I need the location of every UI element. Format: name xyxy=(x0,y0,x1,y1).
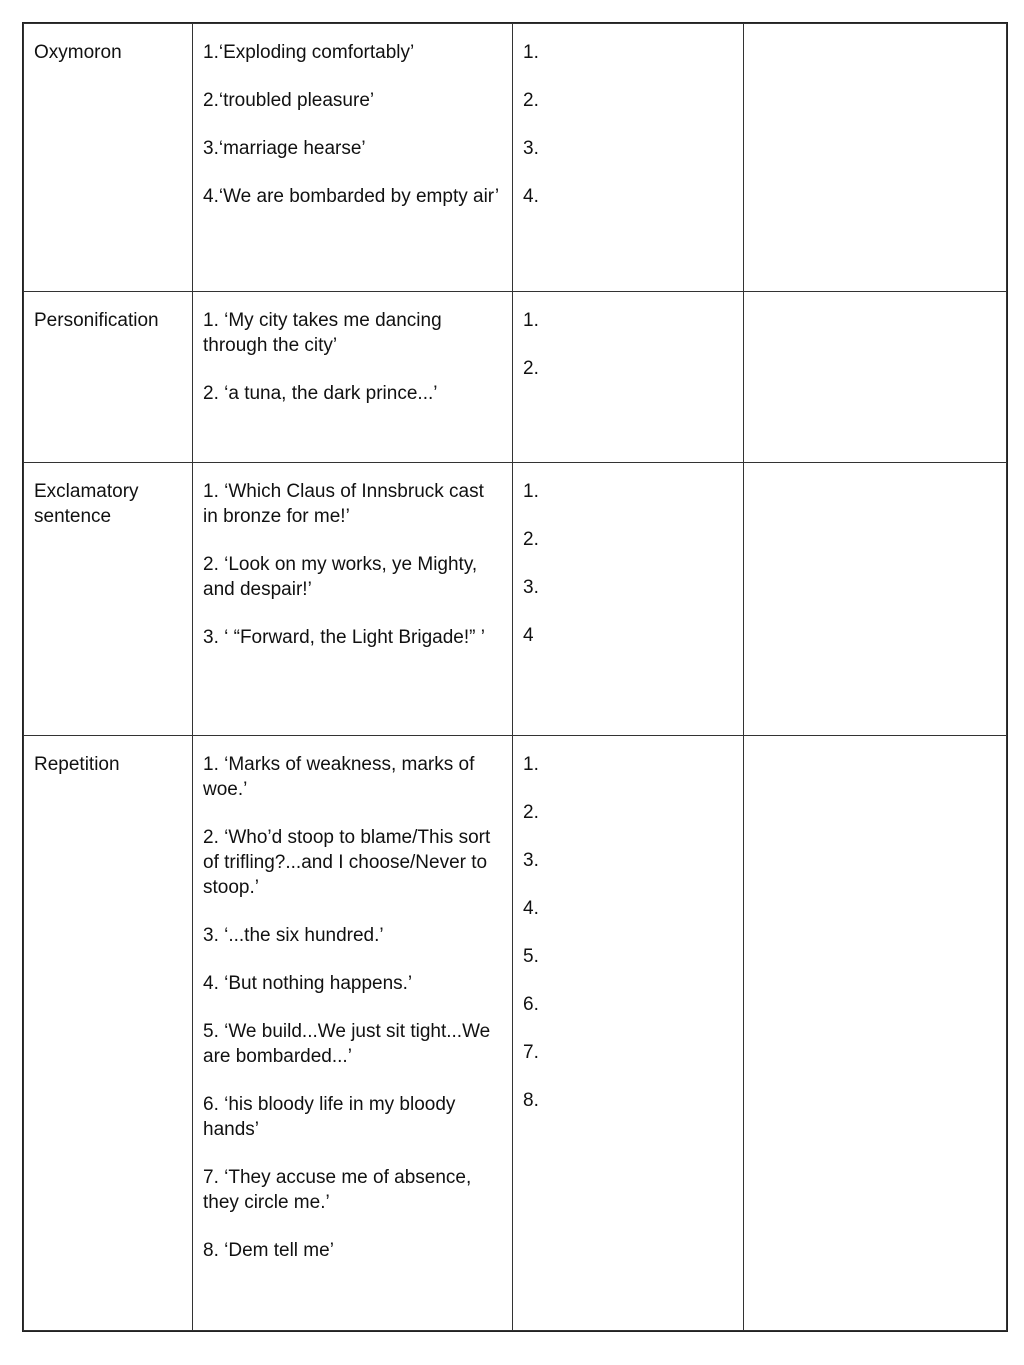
quote-item: 5. ‘We build...We just sit tight...We are bombarded...’ xyxy=(203,1021,491,1067)
answer-number: 2. xyxy=(523,90,539,111)
device-label: Exclamatory sentence xyxy=(34,481,139,527)
table-row xyxy=(24,736,1007,1331)
quote-item: 3.‘marriage hearse’ xyxy=(203,138,366,159)
answer-number: 2. xyxy=(523,358,539,379)
numbers-cell xyxy=(513,463,744,736)
numbers-cell xyxy=(513,736,744,1331)
answer-number: 6. xyxy=(523,994,539,1015)
quote-item: 1. ‘Marks of weakness, marks of woe.’ xyxy=(203,754,475,800)
answer-number: 3. xyxy=(523,138,539,159)
table-row xyxy=(24,24,1007,292)
answer-number: 7. xyxy=(523,1042,539,1063)
quote-item: 2. ‘a tuna, the dark prince...’ xyxy=(203,383,438,404)
answer-number: 2. xyxy=(523,529,539,550)
answer-number: 4 xyxy=(523,625,534,646)
quote-item: 1. ‘My city takes me dancing through the city’ xyxy=(203,310,442,356)
answer-number: 5. xyxy=(523,946,539,967)
device-cell xyxy=(24,24,193,292)
answer-number: 1. xyxy=(523,42,539,63)
device-cell xyxy=(24,463,193,736)
answer-number: 1. xyxy=(523,754,539,775)
quote-item: 2.‘troubled pleasure’ xyxy=(203,90,375,111)
quotes-cell xyxy=(193,24,513,292)
quote-item: 4.‘We are bombarded by empty air’ xyxy=(203,186,500,207)
answer-number: 3. xyxy=(523,577,539,598)
quote-item: 7. ‘They accuse me of absence, they circle me.’ xyxy=(203,1167,472,1213)
table-row xyxy=(24,463,1007,736)
quote-item: 3. ‘...the six hundred.’ xyxy=(203,925,384,946)
quote-item: 2. ‘Who’d stoop to blame/This sort of trifling?...and I choose/Never to stoop.’ xyxy=(203,827,491,898)
answer-number: 3. xyxy=(523,850,539,871)
blank-answer-cell[interactable] xyxy=(744,292,1007,463)
poetry-devices-table xyxy=(23,23,1007,1331)
quote-item: 4. ‘But nothing happens.’ xyxy=(203,973,413,994)
quote-item: 1. ‘Which Claus of Innsbruck cast in bronze for me!’ xyxy=(203,481,484,527)
answer-number: 8. xyxy=(523,1090,539,1111)
answer-number: 4. xyxy=(523,186,539,207)
answer-number: 2. xyxy=(523,802,539,823)
quotes-cell xyxy=(193,463,513,736)
quote-item: 1.‘Exploding comfortably’ xyxy=(203,42,415,63)
blank-answer-cell[interactable] xyxy=(744,463,1007,736)
device-label: Repetition xyxy=(34,754,120,775)
quote-item: 8. ‘Dem tell me’ xyxy=(203,1240,334,1261)
answer-number: 1. xyxy=(523,310,539,331)
quote-item: 2. ‘Look on my works, ye Mighty, and despair!’ xyxy=(203,554,478,600)
table-row xyxy=(24,292,1007,463)
device-label: Personification xyxy=(34,310,159,331)
blank-answer-cell[interactable] xyxy=(744,736,1007,1331)
answer-number: 1. xyxy=(523,481,539,502)
device-label: Oxymoron xyxy=(34,42,122,63)
quote-item: 3. ‘ “Forward, the Light Brigade!” ’ xyxy=(203,627,485,648)
quote-item: 6. ‘his bloody life in my bloody hands’ xyxy=(203,1094,456,1140)
numbers-cell xyxy=(513,24,744,292)
worksheet-table-frame xyxy=(22,22,1008,1332)
answer-number: 4. xyxy=(523,898,539,919)
device-cell xyxy=(24,736,193,1331)
device-cell xyxy=(24,292,193,463)
quotes-cell xyxy=(193,292,513,463)
blank-answer-cell[interactable] xyxy=(744,24,1007,292)
quotes-cell xyxy=(193,736,513,1331)
numbers-cell xyxy=(513,292,744,463)
